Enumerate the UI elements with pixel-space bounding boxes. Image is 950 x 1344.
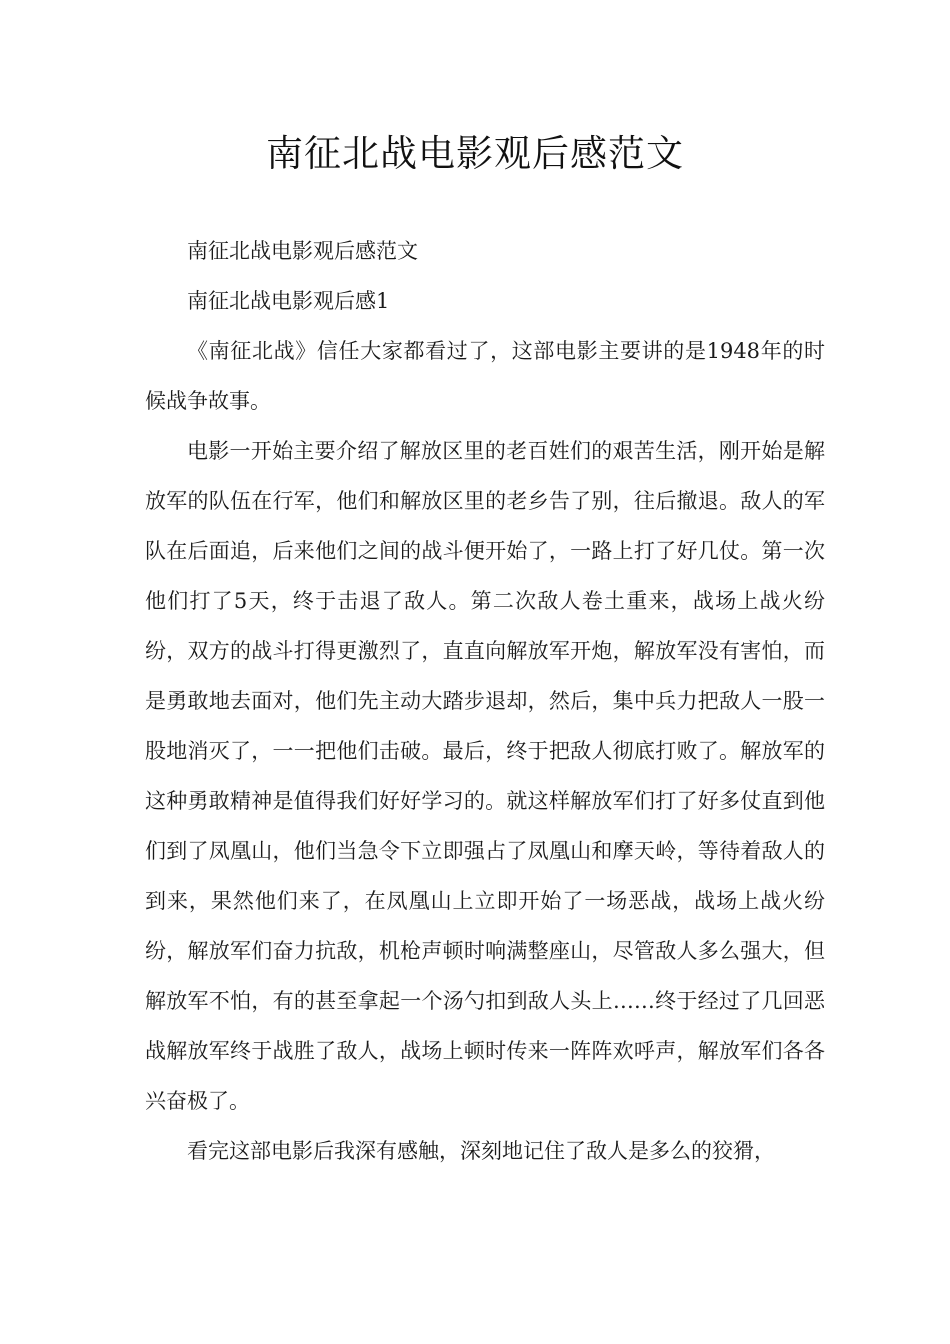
paragraph-story: 电影一开始主要介绍了解放区里的老百姓们的艰苦生活，刚开始是解放军的队伍在行军，他们和解放区里的老乡告了别，往后撤退。敌人的军队在后面追，后来他们之间的战斗便开始了，一路上打了好几仗。第一次他们打了5天，终于击退了敌人。第二次敌人卷土重来，战场上战火纷纷，双方的战斗打得更激烈了，直直向解放军开炮，解放军没有害怕，而是勇敢地去面对，他们先主动大踏步退却，然后，集中兵力把敌人一股一股地消灭了，一一把他们击破。最后，终于把敌人彻底打败了。解放军的这种勇敢精神是值得我们好好学习的。就这样解放军们打了好多仗直到他们到了凤凰山，他们当急令下立即强占了凤凰山和摩天岭，等待着敌人的到来，果然他们来了，在凤凰山上立即开始了一场恶战，战场上战火纷纷，解放军们奋力抗敌，机枪声顿时响满整座山，尽管敌人多么强大，但解放军不怕，有的甚至拿起一个汤勺扣到敌人头上……终于经过了几回恶战解放军终于战胜了敌人，战场上顿时传来一阵阵欢呼声，解放军们各各兴奋极了。 (145, 439, 825, 1113)
document-body (145, 226, 825, 1176)
paragraph-reflection: 看完这部电影后我深有感触，深刻地记住了敌人是多么的狡猾， (187, 1139, 775, 1163)
document-title: 南征北战电影观后感范文 (266, 132, 684, 175)
paragraph-intro: 《南征北战》信任大家都看过了，这部电影主要讲的是1948年的时候战争故事。 (145, 339, 825, 413)
paragraph-section-heading: 南征北战电影观后感1 (187, 289, 390, 313)
paragraph-subtitle: 南征北战电影观后感范文 (187, 239, 418, 263)
